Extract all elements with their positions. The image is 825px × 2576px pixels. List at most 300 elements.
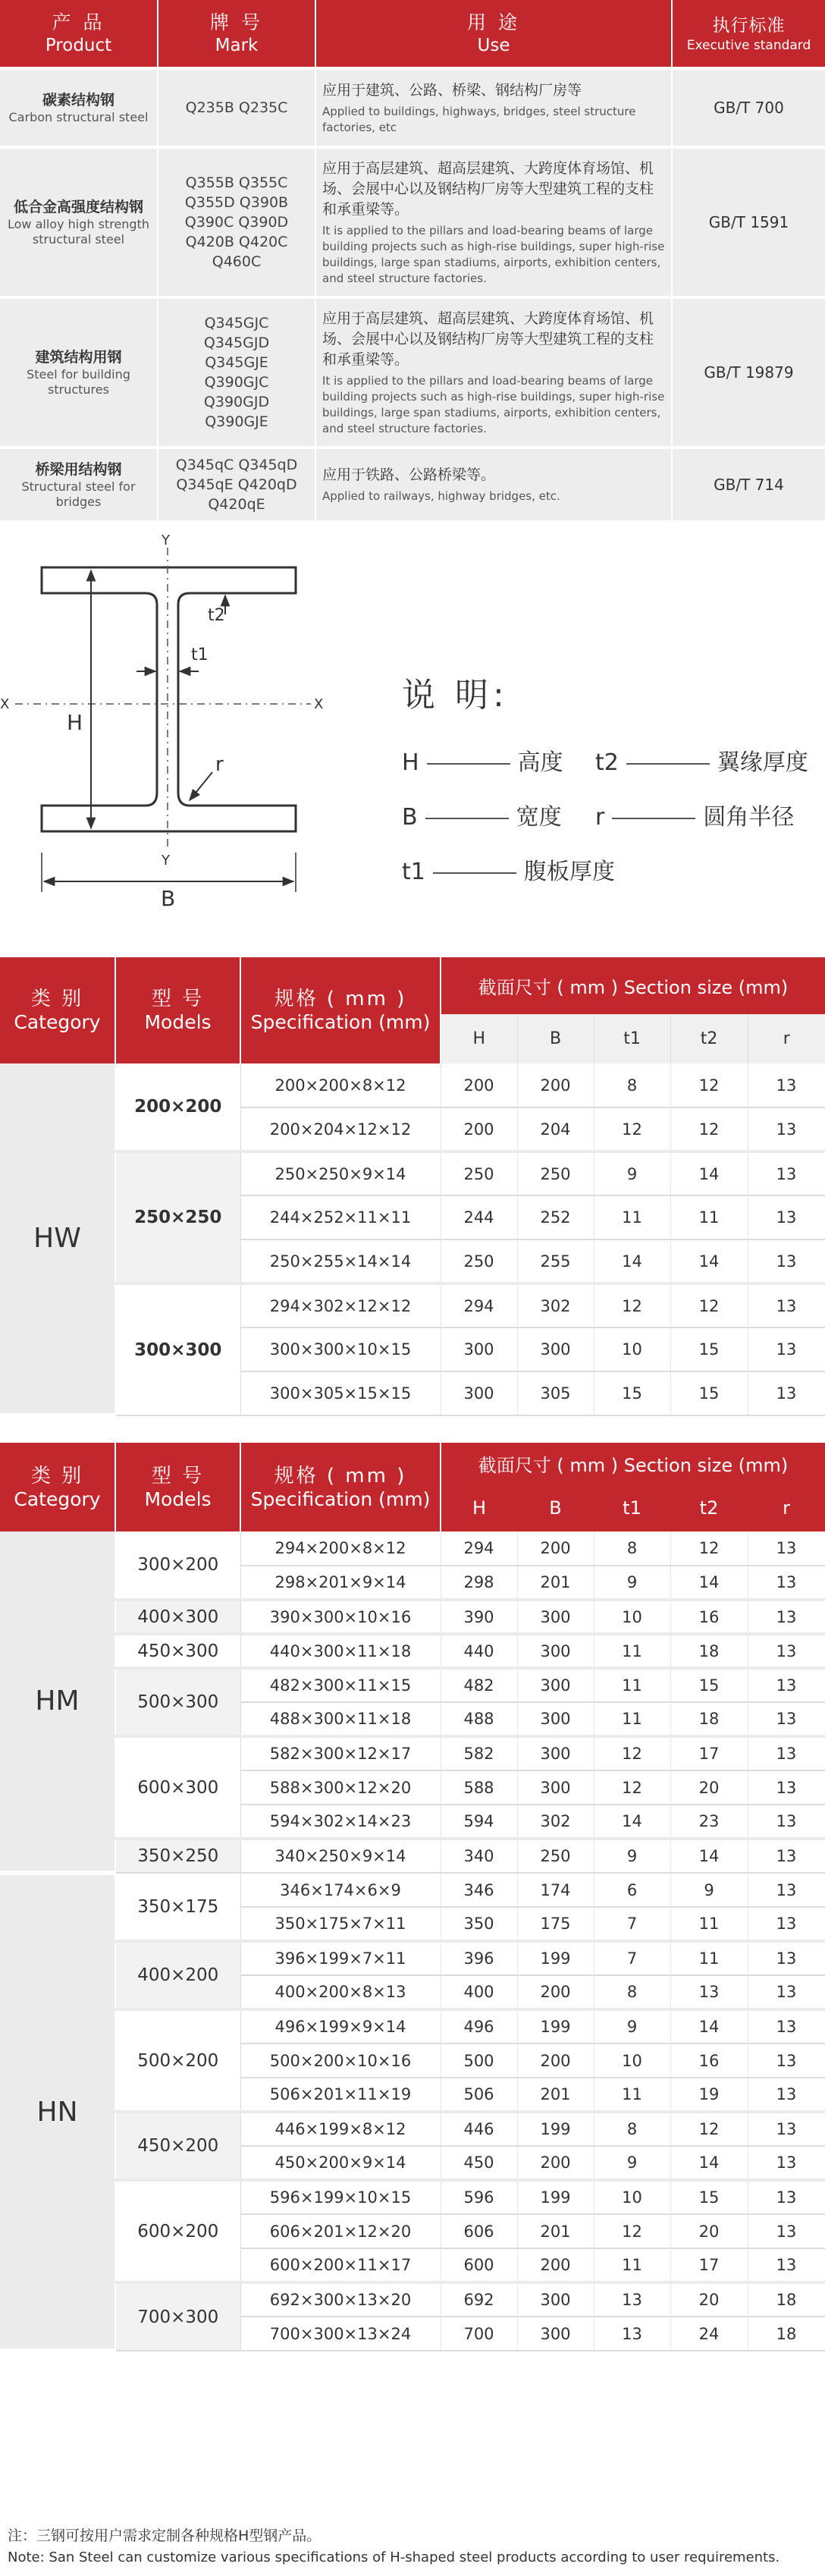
- header-models: 型 号 Models: [115, 957, 240, 1063]
- table-row: [0, 1283, 825, 1327]
- value-cell-b: 199: [517, 2112, 594, 2146]
- hw-table-body: [0, 1063, 825, 1415]
- value-cell-b: 300: [517, 1736, 594, 1770]
- value-cell-h: 596: [441, 2180, 517, 2214]
- value-cell-t1: 6: [594, 1873, 670, 1907]
- value-cell-b: 255: [517, 1239, 594, 1283]
- value-cell-b: 199: [517, 2180, 594, 2214]
- value-cell-t2: 17: [670, 1736, 748, 1770]
- value-cell-b: 175: [517, 1907, 594, 1941]
- value-cell-r: 13: [748, 1907, 825, 1941]
- h-dimension-label: H: [67, 710, 83, 735]
- legend-title: 说 明:: [402, 676, 509, 715]
- value-cell-h: 346: [441, 1873, 517, 1907]
- value-cell-h: 506: [441, 2078, 517, 2112]
- value-cell-b: 174: [517, 1873, 594, 1907]
- h-beam-outline: [42, 567, 296, 831]
- header-col-t1: t1: [594, 1014, 670, 1063]
- value-cell-t1: 7: [594, 1941, 670, 1975]
- value-cell-t1: 9: [594, 2009, 670, 2044]
- value-cell-h: 594: [441, 1805, 517, 1839]
- spec-cell: 588×300×12×20: [240, 1770, 441, 1805]
- header-col-h: H: [441, 1014, 517, 1063]
- value-cell-r: 13: [748, 2044, 825, 2078]
- product-cell: 建筑结构用钢 Steel for building structures: [0, 297, 158, 448]
- value-cell-t1: 14: [594, 1239, 670, 1283]
- spec-cell: 350×175×7×11: [240, 1907, 441, 1941]
- value-cell-h: 700: [441, 2317, 517, 2351]
- model-cell: 400×300: [115, 1600, 240, 1634]
- spec-cell: 200×204×12×12: [240, 1107, 441, 1151]
- value-cell-r: 13: [748, 1371, 825, 1415]
- grade-row-carbon: [0, 68, 825, 147]
- model-cell: 450×200: [115, 2112, 240, 2180]
- product-cell: 桥梁用结构钢 Structural steel for bridges: [0, 448, 158, 520]
- value-cell-b: 199: [517, 1941, 594, 1975]
- value-cell-h: 600: [441, 2248, 517, 2282]
- r-arrow: [190, 772, 212, 800]
- value-cell-h: 244: [441, 1195, 517, 1239]
- header-col-t2: t2: [670, 1484, 748, 1531]
- spec-cell: 488×300×11×18: [240, 1702, 441, 1736]
- header-col-b: B: [517, 1484, 594, 1531]
- model-cell: 350×250: [115, 1839, 240, 1873]
- value-cell-h: 300: [441, 1327, 517, 1371]
- value-cell-t1: 13: [594, 2317, 670, 2351]
- value-cell-r: 13: [748, 1566, 825, 1600]
- value-cell-h: 482: [441, 1668, 517, 1702]
- value-cell-t1: 13: [594, 2282, 670, 2317]
- value-cell-t2: 11: [670, 1907, 748, 1941]
- legend-text: 翼缘厚度: [717, 749, 808, 776]
- value-cell-r: 13: [748, 1327, 825, 1371]
- value-cell-h: 200: [441, 1063, 517, 1107]
- model-cell: 500×300: [115, 1668, 240, 1736]
- value-cell-t2: 24: [670, 2317, 748, 2351]
- value-cell-t1: 11: [594, 2078, 670, 2112]
- value-cell-r: 13: [748, 1736, 825, 1770]
- value-cell-h: 500: [441, 2044, 517, 2078]
- value-cell-b: 300: [517, 1634, 594, 1668]
- model-cell: 450×300: [115, 1634, 240, 1668]
- value-cell-r: 13: [748, 1195, 825, 1239]
- value-cell-h: 294: [441, 1283, 517, 1327]
- spec-cell: 496×199×9×14: [240, 2009, 441, 2044]
- legend-symbol: r: [595, 804, 605, 831]
- value-cell-b: 200: [517, 2146, 594, 2180]
- value-cell-t1: 14: [594, 1805, 670, 1839]
- value-cell-r: 13: [748, 2078, 825, 2112]
- value-cell-b: 200: [517, 1063, 594, 1107]
- table-row: [0, 1736, 825, 1770]
- table-row: [0, 1600, 825, 1634]
- spec-cell: 692×300×13×20: [240, 2282, 441, 2317]
- value-cell-r: 18: [748, 2282, 825, 2317]
- value-cell-t2: 12: [670, 2112, 748, 2146]
- header-col-h: H: [441, 1484, 517, 1531]
- header-section-size: 截面尺寸 ( mm ) Section size (mm): [441, 957, 825, 1014]
- spec-cell: 396×199×7×11: [240, 1941, 441, 1975]
- spec-cell: 390×300×10×16: [240, 1600, 441, 1634]
- spec-cell: 200×200×8×12: [240, 1063, 441, 1107]
- legend-item-t1: [402, 853, 615, 886]
- value-cell-t2: 12: [670, 1107, 748, 1151]
- legend-item-r: [595, 798, 794, 831]
- r-label: r: [215, 753, 224, 776]
- value-cell-t2: 14: [670, 2009, 748, 2044]
- value-cell-t2: 12: [670, 1531, 748, 1566]
- table-row: [0, 1873, 825, 1907]
- value-cell-h: 396: [441, 1941, 517, 1975]
- value-cell-b: 201: [517, 2078, 594, 2112]
- value-cell-t1: 8: [594, 1063, 670, 1107]
- header-specification: 规格 ( mm ) Specification (mm): [240, 957, 441, 1063]
- value-cell-r: 13: [748, 1239, 825, 1283]
- model-cell: 200×200: [115, 1063, 240, 1151]
- use-cell: 应用于高层建筑、超高层建筑、大跨度体育场馆、机场、会展中心以及钢结构厂房等大型建筑工程的支柱和承重梁等。 It is applied to the pillars and load-bearing beams of large building projects such as high-rise buildings, super high-rise buildings, large span stadiums, airports, exhibition centers, and steel structure factories.: [315, 147, 672, 297]
- value-cell-b: 199: [517, 2009, 594, 2044]
- spec-cell: 440×300×11×18: [240, 1634, 441, 1668]
- header-col-t1: t1: [594, 1484, 670, 1531]
- value-cell-h: 692: [441, 2282, 517, 2317]
- table-row: [0, 1668, 825, 1702]
- spec-cell: 596×199×10×15: [240, 2180, 441, 2214]
- standard-cell: GB/T 714: [672, 448, 825, 520]
- header-category: 类 别 Category: [0, 957, 115, 1063]
- value-cell-r: 13: [748, 1151, 825, 1195]
- legend-text: 高度: [517, 749, 563, 776]
- value-cell-r: 13: [748, 1063, 825, 1107]
- table-row: [0, 1941, 825, 1975]
- model-cell: 500×200: [115, 2009, 240, 2112]
- value-cell-r: 13: [748, 1702, 825, 1736]
- value-cell-t2: 15: [670, 1668, 748, 1702]
- value-cell-r: 18: [748, 2317, 825, 2351]
- spec-cell: 300×305×15×15: [240, 1371, 441, 1415]
- spec-cell: 482×300×11×15: [240, 1668, 441, 1702]
- value-cell-t2: 14: [670, 1151, 748, 1195]
- table-row: [0, 2282, 825, 2317]
- spec-cell: 300×300×10×15: [240, 1327, 441, 1371]
- value-cell-r: 13: [748, 2248, 825, 2282]
- hw-header-row: [0, 957, 825, 1014]
- legend-symbol: t2: [595, 749, 619, 776]
- mark-cell: Q235B Q235C: [158, 68, 315, 147]
- value-cell-t2: 23: [670, 1805, 748, 1839]
- legend-text: 宽度: [516, 804, 562, 831]
- legend-item-h: [402, 743, 563, 777]
- category-cell: HW: [0, 1063, 115, 1415]
- category-cell: HM: [0, 1531, 115, 1873]
- value-cell-t2: 12: [670, 1063, 748, 1107]
- header-col-r: r: [748, 1014, 825, 1063]
- value-cell-b: 250: [517, 1839, 594, 1873]
- value-cell-r: 13: [748, 2146, 825, 2180]
- spec-cell: 340×250×9×14: [240, 1839, 441, 1873]
- value-cell-h: 390: [441, 1600, 517, 1634]
- value-cell-t1: 11: [594, 1634, 670, 1668]
- footnote-en: Note: San Steel can customize various specifications of H-shaped steel products according to user requirements.: [8, 2549, 780, 2565]
- model-cell: 600×300: [115, 1736, 240, 1839]
- spec-cell: 446×199×8×12: [240, 2112, 441, 2146]
- value-cell-b: 300: [517, 1770, 594, 1805]
- value-cell-h: 340: [441, 1839, 517, 1873]
- value-cell-r: 13: [748, 1839, 825, 1873]
- model-cell: 250×250: [115, 1151, 240, 1283]
- spec-cell: 700×300×13×24: [240, 2317, 441, 2351]
- mark-cell: Q345GJC Q345GJD Q345GJE Q390GJC Q390GJD Q390GJE: [158, 297, 315, 448]
- value-cell-t1: 11: [594, 1668, 670, 1702]
- x-axis-label-left: X: [0, 696, 10, 712]
- value-cell-t2: 15: [670, 1371, 748, 1415]
- spec-cell: 600×200×11×17: [240, 2248, 441, 2282]
- value-cell-b: 305: [517, 1371, 594, 1415]
- value-cell-t2: 16: [670, 2044, 748, 2078]
- value-cell-t2: 20: [670, 1770, 748, 1805]
- standard-cell: GB/T 19879: [672, 297, 825, 448]
- grade-row-low-alloy: [0, 147, 825, 297]
- value-cell-t2: 16: [670, 1600, 748, 1634]
- value-cell-r: 13: [748, 1283, 825, 1327]
- x-axis-label-right: X: [314, 696, 324, 712]
- table-row: [0, 2009, 825, 2044]
- header-models: 型 号 Models: [115, 1443, 240, 1531]
- value-cell-t2: 17: [670, 2248, 748, 2282]
- value-cell-t1: 11: [594, 1195, 670, 1239]
- spec-cell: 250×255×14×14: [240, 1239, 441, 1283]
- value-cell-b: 300: [517, 2282, 594, 2317]
- value-cell-b: 302: [517, 1283, 594, 1327]
- value-cell-h: 588: [441, 1770, 517, 1805]
- table-row: [0, 1151, 825, 1195]
- spec-cell: 582×300×12×17: [240, 1736, 441, 1770]
- header-category: 类 别 Category: [0, 1443, 115, 1531]
- spec-cell: 244×252×11×11: [240, 1195, 441, 1239]
- table-row: [0, 1531, 825, 1566]
- value-cell-t2: 15: [670, 1327, 748, 1371]
- value-cell-t1: 9: [594, 1566, 670, 1600]
- spec-cell: 500×200×10×16: [240, 2044, 441, 2078]
- value-cell-t1: 12: [594, 2214, 670, 2248]
- value-cell-h: 496: [441, 2009, 517, 2044]
- value-cell-r: 13: [748, 2180, 825, 2214]
- header-col-t2: t2: [670, 1014, 748, 1063]
- value-cell-t2: 14: [670, 1239, 748, 1283]
- value-cell-t1: 12: [594, 1283, 670, 1327]
- header-col-b: B: [517, 1014, 594, 1063]
- diagram-legend: [402, 668, 811, 895]
- value-cell-b: 300: [517, 1702, 594, 1736]
- b-dimension-label: B: [161, 886, 176, 911]
- value-cell-t2: 20: [670, 2214, 748, 2248]
- legend-text: 腹板厚度: [523, 859, 615, 885]
- value-cell-b: 200: [517, 1531, 594, 1566]
- value-cell-h: 250: [441, 1239, 517, 1283]
- header-mark: 牌 号 Mark: [158, 0, 315, 68]
- value-cell-b: 300: [517, 1327, 594, 1371]
- standard-cell: GB/T 1591: [672, 147, 825, 297]
- value-cell-r: 13: [748, 1805, 825, 1839]
- spec-cell: 298×201×9×14: [240, 1566, 441, 1600]
- value-cell-t2: 18: [670, 1702, 748, 1736]
- value-cell-t2: 9: [670, 1873, 748, 1907]
- y-axis-label-top: Y: [162, 532, 170, 548]
- legend-symbol: t1: [402, 859, 425, 885]
- value-cell-b: 200: [517, 1975, 594, 2009]
- value-cell-h: 400: [441, 1975, 517, 2009]
- value-cell-b: 201: [517, 1566, 594, 1600]
- value-cell-t1: 10: [594, 2044, 670, 2078]
- value-cell-t1: 8: [594, 2112, 670, 2146]
- spec-cell: 250×250×9×14: [240, 1151, 441, 1195]
- model-cell: 700×300: [115, 2282, 240, 2351]
- legend-item-b: [402, 798, 562, 831]
- grade-row-bridge: [0, 448, 825, 520]
- value-cell-h: 350: [441, 1907, 517, 1941]
- t1-label: t1: [191, 646, 209, 664]
- hw-size-table: [0, 957, 825, 1418]
- value-cell-r: 13: [748, 1531, 825, 1566]
- value-cell-h: 440: [441, 1634, 517, 1668]
- product-cell: 低合金高强度结构钢 Low alloy high strength structural steel: [0, 147, 158, 297]
- footnote-zh: 注：三钢可按用户需求定制各种规格H型钢产品。: [8, 2527, 322, 2544]
- table-row: [0, 1634, 825, 1668]
- value-cell-h: 446: [441, 2112, 517, 2146]
- value-cell-r: 13: [748, 1634, 825, 1668]
- value-cell-t2: 14: [670, 1839, 748, 1873]
- value-cell-t1: 11: [594, 2248, 670, 2282]
- value-cell-r: 13: [748, 1975, 825, 2009]
- table-row: [0, 2112, 825, 2146]
- value-cell-b: 201: [517, 2214, 594, 2248]
- value-cell-t2: 13: [670, 1975, 748, 2009]
- table-row: [0, 1063, 825, 1107]
- value-cell-t2: 12: [670, 1283, 748, 1327]
- value-cell-r: 13: [748, 1873, 825, 1907]
- value-cell-r: 13: [748, 2009, 825, 2044]
- grade-table-header: [0, 0, 825, 68]
- value-cell-t2: 20: [670, 2282, 748, 2317]
- value-cell-b: 200: [517, 2248, 594, 2282]
- value-cell-t2: 11: [670, 1195, 748, 1239]
- model-cell: 400×200: [115, 1941, 240, 2009]
- model-cell: 300×200: [115, 1531, 240, 1600]
- value-cell-t1: 12: [594, 1736, 670, 1770]
- mark-cell: Q345qC Q345qD Q345qE Q420qD Q420qE: [158, 448, 315, 520]
- value-cell-h: 200: [441, 1107, 517, 1151]
- value-cell-b: 252: [517, 1195, 594, 1239]
- value-cell-r: 13: [748, 1107, 825, 1151]
- use-cell: 应用于建筑、公路、桥梁、钢结构厂房等 Applied to buildings, highways, bridges, steel structure factories, etc: [315, 68, 672, 147]
- value-cell-t1: 9: [594, 1839, 670, 1873]
- value-cell-h: 450: [441, 2146, 517, 2180]
- product-cell: 碳素结构钢 Carbon structural steel: [0, 68, 158, 147]
- value-cell-r: 13: [748, 2214, 825, 2248]
- value-cell-t1: 9: [594, 1151, 670, 1195]
- value-cell-r: 13: [748, 1600, 825, 1634]
- header-standard: 执行标准 Executive standard: [672, 0, 825, 68]
- grade-row-building: [0, 297, 825, 448]
- value-cell-t2: 18: [670, 1634, 748, 1668]
- header-product: 产 品 Product: [0, 0, 158, 68]
- value-cell-b: 300: [517, 2317, 594, 2351]
- header-section-size: 截面尺寸 ( mm ) Section size (mm): [441, 1443, 825, 1484]
- hm-hn-size-table: [0, 1443, 825, 2353]
- value-cell-t2: 14: [670, 2146, 748, 2180]
- value-cell-h: 488: [441, 1702, 517, 1736]
- value-cell-t2: 15: [670, 2180, 748, 2214]
- spec-cell: 606×201×12×20: [240, 2214, 441, 2248]
- model-cell: 300×300: [115, 1283, 240, 1415]
- value-cell-r: 13: [748, 1668, 825, 1702]
- value-cell-b: 302: [517, 1805, 594, 1839]
- y-axis-label-bottom: Y: [162, 853, 170, 869]
- table-row: [0, 2180, 825, 2214]
- value-cell-t1: 9: [594, 2146, 670, 2180]
- value-cell-b: 300: [517, 1668, 594, 1702]
- value-cell-t2: 14: [670, 1566, 748, 1600]
- header-col-r: r: [748, 1484, 825, 1531]
- legend-item-t2: [595, 743, 808, 777]
- value-cell-t1: 12: [594, 1107, 670, 1151]
- legend-text: 圆角半径: [703, 804, 795, 831]
- header-specification: 规格 ( mm ) Specification (mm): [240, 1443, 441, 1531]
- model-cell: 600×200: [115, 2180, 240, 2282]
- value-cell-t1: 15: [594, 1371, 670, 1415]
- legend-symbol: H: [402, 749, 419, 776]
- spec-cell: 346×174×6×9: [240, 1873, 441, 1907]
- value-cell-h: 294: [441, 1531, 517, 1566]
- value-cell-t1: 11: [594, 1702, 670, 1736]
- use-cell: 应用于高层建筑、超高层建筑、大跨度体育场馆、机场、会展中心以及钢结构厂房等大型建筑工程的支柱和承重梁等。 It is applied to the pillars and load-bearing beams of large building projects such as high-rise buildings, super high-rise buildings, large span stadiums, airports, exhibition centers, and steel structure factories.: [315, 297, 672, 448]
- header-use: 用 途 Use: [315, 0, 672, 68]
- spec-cell: 294×200×8×12: [240, 1531, 441, 1566]
- value-cell-r: 13: [748, 1770, 825, 1805]
- value-cell-b: 200: [517, 2044, 594, 2078]
- spec-cell: 506×201×11×19: [240, 2078, 441, 2112]
- mark-cell: Q355B Q355C Q355D Q390B Q390C Q390D Q420B Q420C Q460C: [158, 147, 315, 297]
- value-cell-h: 582: [441, 1736, 517, 1770]
- value-cell-r: 13: [748, 1941, 825, 1975]
- value-cell-h: 300: [441, 1371, 517, 1415]
- value-cell-t1: 7: [594, 1907, 670, 1941]
- t2-label: t2: [208, 606, 225, 625]
- value-cell-t2: 19: [670, 2078, 748, 2112]
- hmhn-header-row: [0, 1443, 825, 1484]
- value-cell-t1: 8: [594, 1975, 670, 2009]
- value-cell-t1: 10: [594, 1600, 670, 1634]
- table-row: [0, 1839, 825, 1873]
- footnote: [8, 2524, 819, 2568]
- standard-cell: GB/T 700: [672, 68, 825, 147]
- steel-grade-table: [0, 0, 825, 520]
- value-cell-t1: 12: [594, 1770, 670, 1805]
- value-cell-h: 250: [441, 1151, 517, 1195]
- value-cell-b: 204: [517, 1107, 594, 1151]
- value-cell-t1: 10: [594, 1327, 670, 1371]
- spec-cell: 294×302×12×12: [240, 1283, 441, 1327]
- value-cell-h: 606: [441, 2214, 517, 2248]
- model-cell: 350×175: [115, 1873, 240, 1941]
- value-cell-b: 250: [517, 1151, 594, 1195]
- use-cell: 应用于铁路、公路桥梁等。 Applied to railways, highway bridges, etc.: [315, 448, 672, 520]
- value-cell-t1: 10: [594, 2180, 670, 2214]
- value-cell-t2: 11: [670, 1941, 748, 1975]
- legend-symbol: B: [402, 804, 418, 831]
- category-cell: HN: [0, 1873, 115, 2351]
- value-cell-h: 298: [441, 1566, 517, 1600]
- value-cell-b: 300: [517, 1600, 594, 1634]
